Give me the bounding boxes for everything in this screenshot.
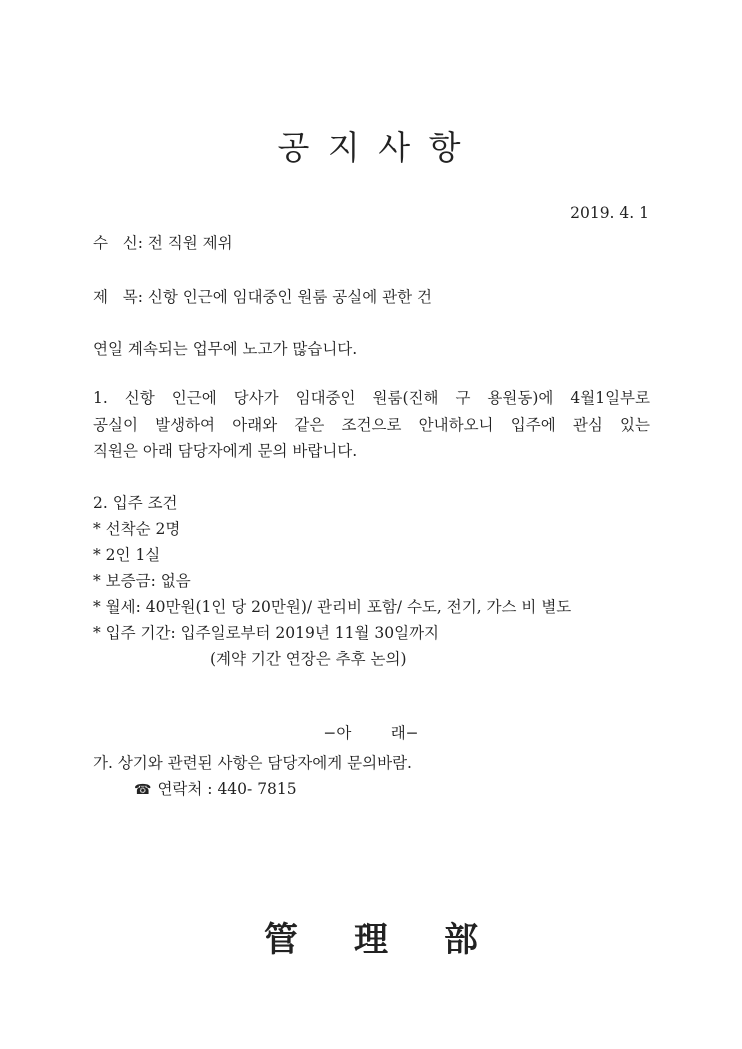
department-signature bbox=[0, 912, 742, 961]
phone-icon: ☎ bbox=[134, 782, 152, 798]
paragraph1-line-1: 1. 신항 인근에 당사가 임대중인 원룸(진해 구 용원동)에 4월1일부로 bbox=[93, 389, 650, 407]
paragraph1-line-2: 공실이 발생하여 아래와 같은 조건으로 안내하오니 입주에 관심 있는 bbox=[93, 416, 650, 434]
department-char: 部 bbox=[444, 920, 478, 960]
recipient-line: 수 신: 전 직원 제위 bbox=[93, 234, 233, 252]
contract-extension-note: (계약 기간 연장은 추후 논의) bbox=[210, 650, 407, 668]
contact-line: 가. 상기와 관련된 사항은 담당자에게 문의바람. bbox=[93, 754, 412, 772]
conditions-heading: 2. 입주 조건 bbox=[93, 494, 178, 512]
notice-title: 공 지 사 항 bbox=[277, 128, 465, 167]
below-heading: −아 래− bbox=[323, 724, 419, 742]
department-char: 理 bbox=[354, 920, 388, 960]
department-char: 管 bbox=[264, 920, 298, 960]
condition-item: * 2인 1실 bbox=[93, 546, 161, 564]
notice-date: 2019. 4. 1 bbox=[570, 204, 649, 222]
condition-item: * 선착순 2명 bbox=[93, 520, 181, 538]
condition-item: * 보증금: 없음 bbox=[93, 572, 191, 590]
paragraph1-line-3: 직원은 아래 담당자에게 문의 바랍니다. bbox=[93, 442, 358, 460]
greeting-line: 연일 계속되는 업무에 노고가 많습니다. bbox=[93, 340, 358, 358]
contact-phone-label: 연락처 : 440- 7815 bbox=[157, 780, 297, 798]
condition-item: * 입주 기간: 입주일로부터 2019년 11월 30일까지 bbox=[93, 624, 440, 642]
subject-line: 제 목: 신항 인근에 임대중인 원룸 공실에 관한 건 bbox=[93, 288, 432, 306]
condition-item: * 월세: 40만원(1인 당 20만원)/ 관리비 포함/ 수도, 전기, 가스 비 별도 bbox=[93, 598, 572, 616]
contact-phone bbox=[134, 777, 297, 799]
